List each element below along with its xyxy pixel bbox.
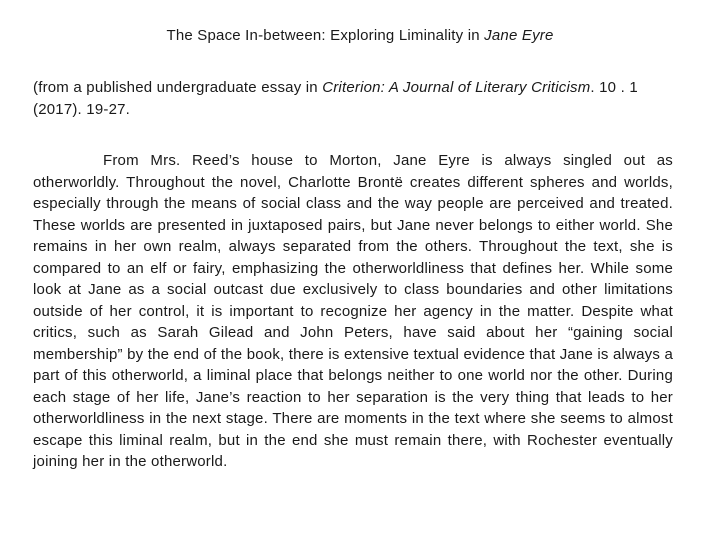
source-prefix: (from a published undergraduate essay in [33, 79, 323, 96]
title-work: Jane Eyre [484, 27, 554, 44]
source-suffix: . 10 . 1 (2017). 19-27. [33, 79, 638, 118]
essay-paragraph: From Mrs. Reed’s house to Morton, Jane Eyre is always singled out as otherworldly. Throughout the novel, Charlotte Brontë creates different spheres and worlds, especially through the means of social class and the way people are perceived and treated. These worlds are presented in juxtaposed pairs, but Jane never belongs to either world. She remains in her own realm, always separated from the others. Throughout the text, she is compared to an elf or fairy, emphasizing the otherworldliness that defines her. While some look at Jane as a social outcast due exclusively to class boundaries and other limitations outside of her control, it is important to recognize her agency in the matter. Despite what critics, such as Sarah Gilead and John Peters, have said about her “gaining social membership” by the end of the book, there is extensive textual evidence that Jane is always a part of this otherworld, a liminal place that belongs neither to one world nor the other. During each stage of her life, Jane’s reaction to her separation is the very thing that leads to her otherworldliness in the next stage. There are moments in the text where she seems to almost escape this liminal realm, but in the end she must remain there, with Rochester eventually joining her in the otherworld. [33, 152, 673, 470]
essay-title [0, 25, 720, 47]
title-text: The Space In-between: Exploring Liminality in [166, 27, 485, 44]
source-journal: Criterion: A Journal of Literary Criticism [322, 79, 591, 96]
source-citation [33, 77, 681, 121]
